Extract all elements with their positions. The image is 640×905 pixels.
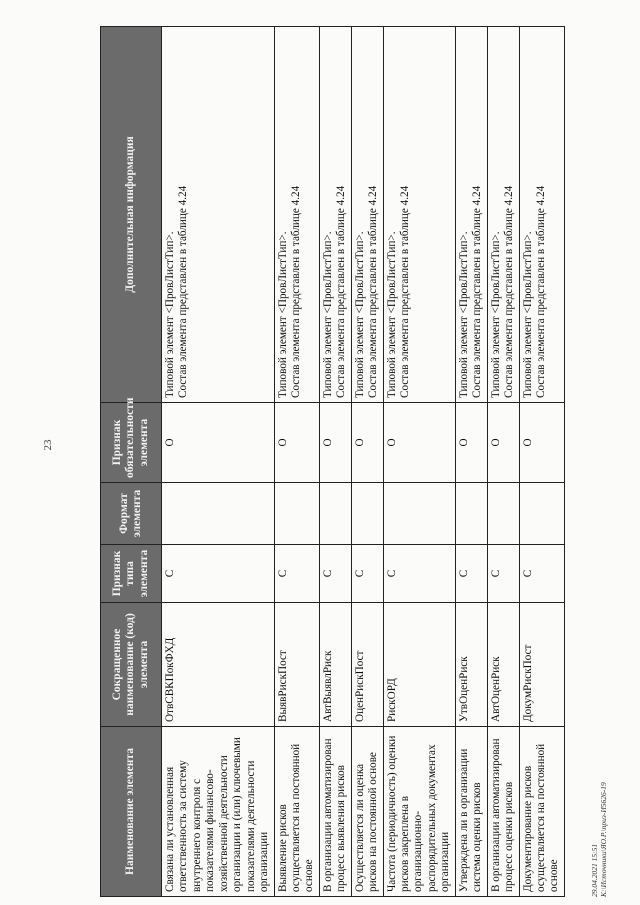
print-footer xyxy=(590,782,609,897)
cell-code: РискОРД xyxy=(383,603,455,727)
cell-type: С xyxy=(455,545,487,603)
cell-format xyxy=(319,483,351,545)
cell-type: С xyxy=(351,545,383,603)
table-row xyxy=(274,27,319,897)
cell-format xyxy=(487,483,519,545)
cell-info-line: Типовой элемент <ПровЛистТип>. xyxy=(489,231,502,398)
cell-required: О xyxy=(319,403,351,483)
cell-format xyxy=(351,483,383,545)
cell-type: С xyxy=(162,545,275,603)
cell-info-line: Состав элемента представлен в таблице 4.24 xyxy=(471,185,484,398)
cell-name: Документирование рисков осуществляется на постоянной основе xyxy=(519,727,564,897)
cell-code: ОтвСВКПокФХД xyxy=(162,603,275,727)
cell-required: О xyxy=(455,403,487,483)
header-element-name: Наименование элемента xyxy=(101,727,162,897)
cell-required: О xyxy=(487,403,519,483)
table-row xyxy=(162,27,275,897)
cell-name: В организации автоматизирован процесс оценки рисков xyxy=(487,727,519,897)
cell-type: С xyxy=(274,545,319,603)
cell-format xyxy=(519,483,564,545)
cell-info xyxy=(383,27,455,403)
cell-info-line: Состав элемента представлен в таблице 4.24 xyxy=(534,185,547,398)
cell-info-line: Типовой элемент <ПровЛистТип>. xyxy=(353,231,366,398)
cell-name: Частота (периодичность) оценки рисков закреплена в организационно-распорядительных документах организации xyxy=(383,727,455,897)
cell-info-line: Состав элемента представлен в таблице 4.24 xyxy=(177,185,190,398)
cell-code: ДокумРискПост xyxy=(519,603,564,727)
elements-table xyxy=(100,26,565,897)
cell-info-line: Состав элемента представлен в таблице 4.24 xyxy=(503,185,516,398)
cell-info xyxy=(487,27,519,403)
header-additional-info: Дополнительная информация xyxy=(101,27,162,403)
cell-required: О xyxy=(351,403,383,483)
cell-code: АвтОценРиск xyxy=(487,603,519,727)
table-header-row xyxy=(101,27,162,897)
cell-info-line: Типовой элемент <ПровЛистТип>. xyxy=(164,231,176,398)
header-type-flag: Признак типа элемента xyxy=(101,545,162,603)
cell-info xyxy=(519,27,564,403)
table-row xyxy=(519,27,564,897)
cell-required: О xyxy=(383,403,455,483)
footer-timestamp: 29.04.2021 15:51 xyxy=(590,843,599,897)
cell-code: ВыявРискПост xyxy=(274,603,319,727)
table-row xyxy=(455,27,487,897)
cell-info-line: Состав элемента представлен в таблице 4.24 xyxy=(399,185,411,398)
cell-type: С xyxy=(319,545,351,603)
page-number: 23 xyxy=(42,439,54,451)
cell-info-line: Типовой элемент <ПровЛистТип>. xyxy=(521,231,534,398)
cell-type: С xyxy=(383,545,455,603)
cell-type: С xyxy=(519,545,564,603)
table-row xyxy=(351,27,383,897)
cell-required: О xyxy=(274,403,319,483)
cell-name: Осуществляется ли оценка рисков на постоянной основе xyxy=(351,727,383,897)
cell-format xyxy=(455,483,487,545)
cell-name: Утверждена ли в организации система оценки рисков xyxy=(455,727,487,897)
cell-name: Связана ли установленная ответственность за систему внутреннего контроля с показателями финансово-хозяйственной деятельности организации и (или) ключевыми показателями деятельности организации xyxy=(162,727,275,897)
cell-type: С xyxy=(487,545,519,603)
cell-info xyxy=(455,27,487,403)
cell-info-line: Состав элемента представлен в таблице 4.24 xyxy=(367,185,380,398)
cell-info xyxy=(274,27,319,403)
cell-format xyxy=(383,483,455,545)
header-required-flag: Признак обязательности элемента xyxy=(101,403,162,483)
table-row xyxy=(319,27,351,897)
table-row xyxy=(487,27,519,897)
cell-info-line: Типовой элемент <ПровЛистТип>. xyxy=(385,231,398,398)
cell-info-line: Типовой элемент <ПровЛистТип>. xyxy=(276,231,289,398)
header-short-name: Сокращенное наименование (код) элемента xyxy=(101,603,162,727)
cell-format xyxy=(162,483,275,545)
cell-info-line: Состав элемента представлен в таблице 4.24 xyxy=(289,185,302,398)
cell-info-line: Типовой элемент <ПровЛистТип>. xyxy=(457,231,470,398)
cell-code: УтвОценРиск xyxy=(455,603,487,727)
footer-file-path: К:\Источники\ЯО.Р.\приз-И5626-19 xyxy=(599,782,609,897)
table-row xyxy=(383,27,455,897)
cell-info xyxy=(351,27,383,403)
cell-info xyxy=(319,27,351,403)
cell-name: Выявление рисков осуществляется на постоянной основе xyxy=(274,727,319,897)
cell-info xyxy=(162,27,275,403)
cell-code: ОценРискПост xyxy=(351,603,383,727)
cell-name: В организации автоматизирован процесс выявления рисков xyxy=(319,727,351,897)
header-format: Формат элемента xyxy=(101,483,162,545)
cell-required: О xyxy=(162,403,275,483)
cell-info-line: Типовой элемент <ПровЛистТип>. xyxy=(321,231,334,398)
cell-format xyxy=(274,483,319,545)
cell-required: О xyxy=(519,403,564,483)
cell-code: АвтВыявлРиск xyxy=(319,603,351,727)
cell-info-line: Состав элемента представлен в таблице 4.24 xyxy=(335,185,348,398)
